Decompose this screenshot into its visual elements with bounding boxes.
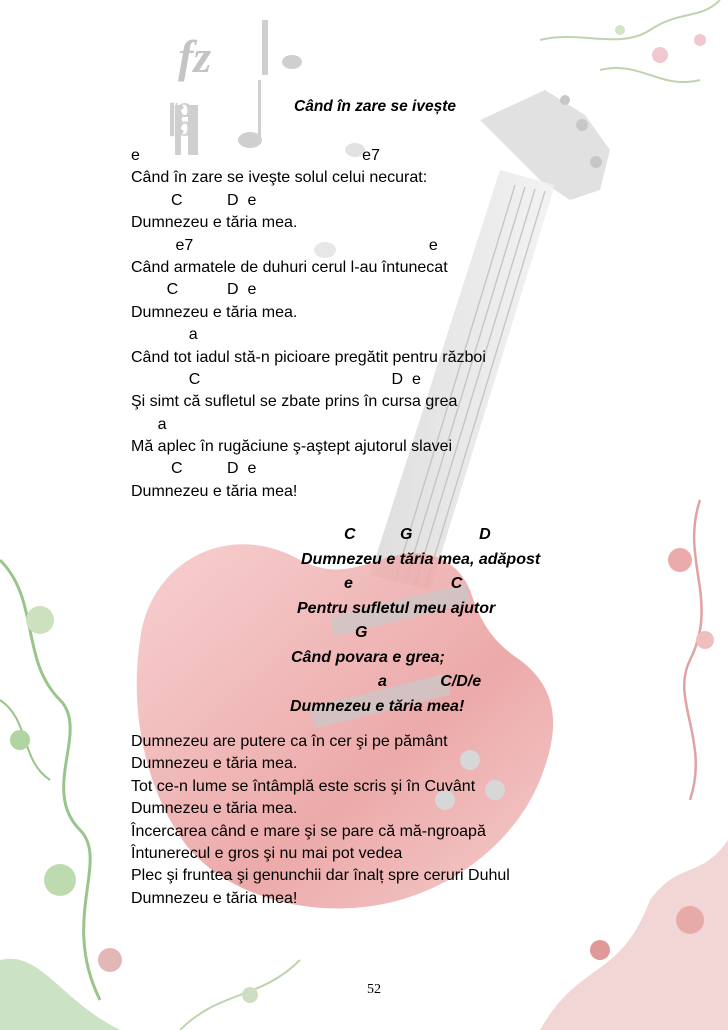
lyric-line: Dumnezeu e tăria mea. xyxy=(131,755,298,773)
lyric-line: Dumnezeu e tăria mea. xyxy=(131,214,298,232)
chorus-chord-line: G xyxy=(355,624,368,641)
chord-line: e e7 xyxy=(131,147,380,164)
clef-glyph: 𝄡 xyxy=(170,96,194,145)
chord-line: a xyxy=(131,326,198,344)
lyric-line: Când tot iadul stă-n picioare pregătit pentru război xyxy=(131,348,486,366)
lyric-line: Dumnezeu e tăria mea. xyxy=(131,800,298,818)
chord-line: a xyxy=(131,415,167,433)
chord-line: C D e xyxy=(131,370,421,388)
chorus-chord-line: a C/D/e xyxy=(378,673,482,690)
page-number: 52 xyxy=(367,982,381,997)
fz-mark: fz xyxy=(178,31,212,82)
song-title: Când în zare se ivește xyxy=(294,98,456,115)
chorus-chord-line: C G D xyxy=(344,526,491,543)
lyric-line: Şi simt că sufletul se zbate prins în cursa grea xyxy=(131,393,458,411)
lyric-line: Dumnezeu e tăria mea. xyxy=(131,303,298,321)
verse-2 xyxy=(131,731,691,910)
chorus-lyric-line: Dumnezeu e tăria mea! xyxy=(290,697,465,715)
lyric-line: Plec şi fruntea şi genunchii dar înalț spre ceruri Duhul xyxy=(131,867,510,885)
chord-line: e7 e xyxy=(131,236,438,254)
lyric-line: Mă aplec în rugăciune ş-aştept ajutorul slavei xyxy=(131,438,453,456)
verse-1 xyxy=(131,145,691,503)
lyric-line: Când armatele de duhuri cerul l-au întunecat xyxy=(131,258,448,276)
lyric-line: Dumnezeu e tăria mea! xyxy=(131,482,298,500)
chorus xyxy=(0,523,728,719)
chord-line: C D e xyxy=(131,281,257,299)
chorus-lyric-line: Pentru sufletul meu ajutor xyxy=(297,599,496,617)
lyric-line: Întunerecul e gros şi nu mai pot vedea xyxy=(131,844,403,862)
chorus-lyric-line: Când povara e grea; xyxy=(291,648,445,666)
chord-line: C D e xyxy=(131,460,257,478)
lyric-line: Încercarea când e mare şi se pare că mă-ngroapă xyxy=(131,822,486,840)
chord-line: C D e xyxy=(131,191,257,209)
lyric-line: Când în zare se iveşte solul celui necurat: xyxy=(131,169,428,187)
chorus-chord-line: e C xyxy=(344,575,463,592)
chorus-lyric-line: Dumnezeu e tăria mea, adăpost xyxy=(301,550,541,568)
lyric-line: Tot ce-n lume se întâmplă este scris şi în Cuvânt xyxy=(131,777,476,795)
lyric-line: Dumnezeu are putere ca în cer şi pe pământ xyxy=(131,733,448,750)
lyric-line: Dumnezeu e tăria mea! xyxy=(131,889,298,907)
